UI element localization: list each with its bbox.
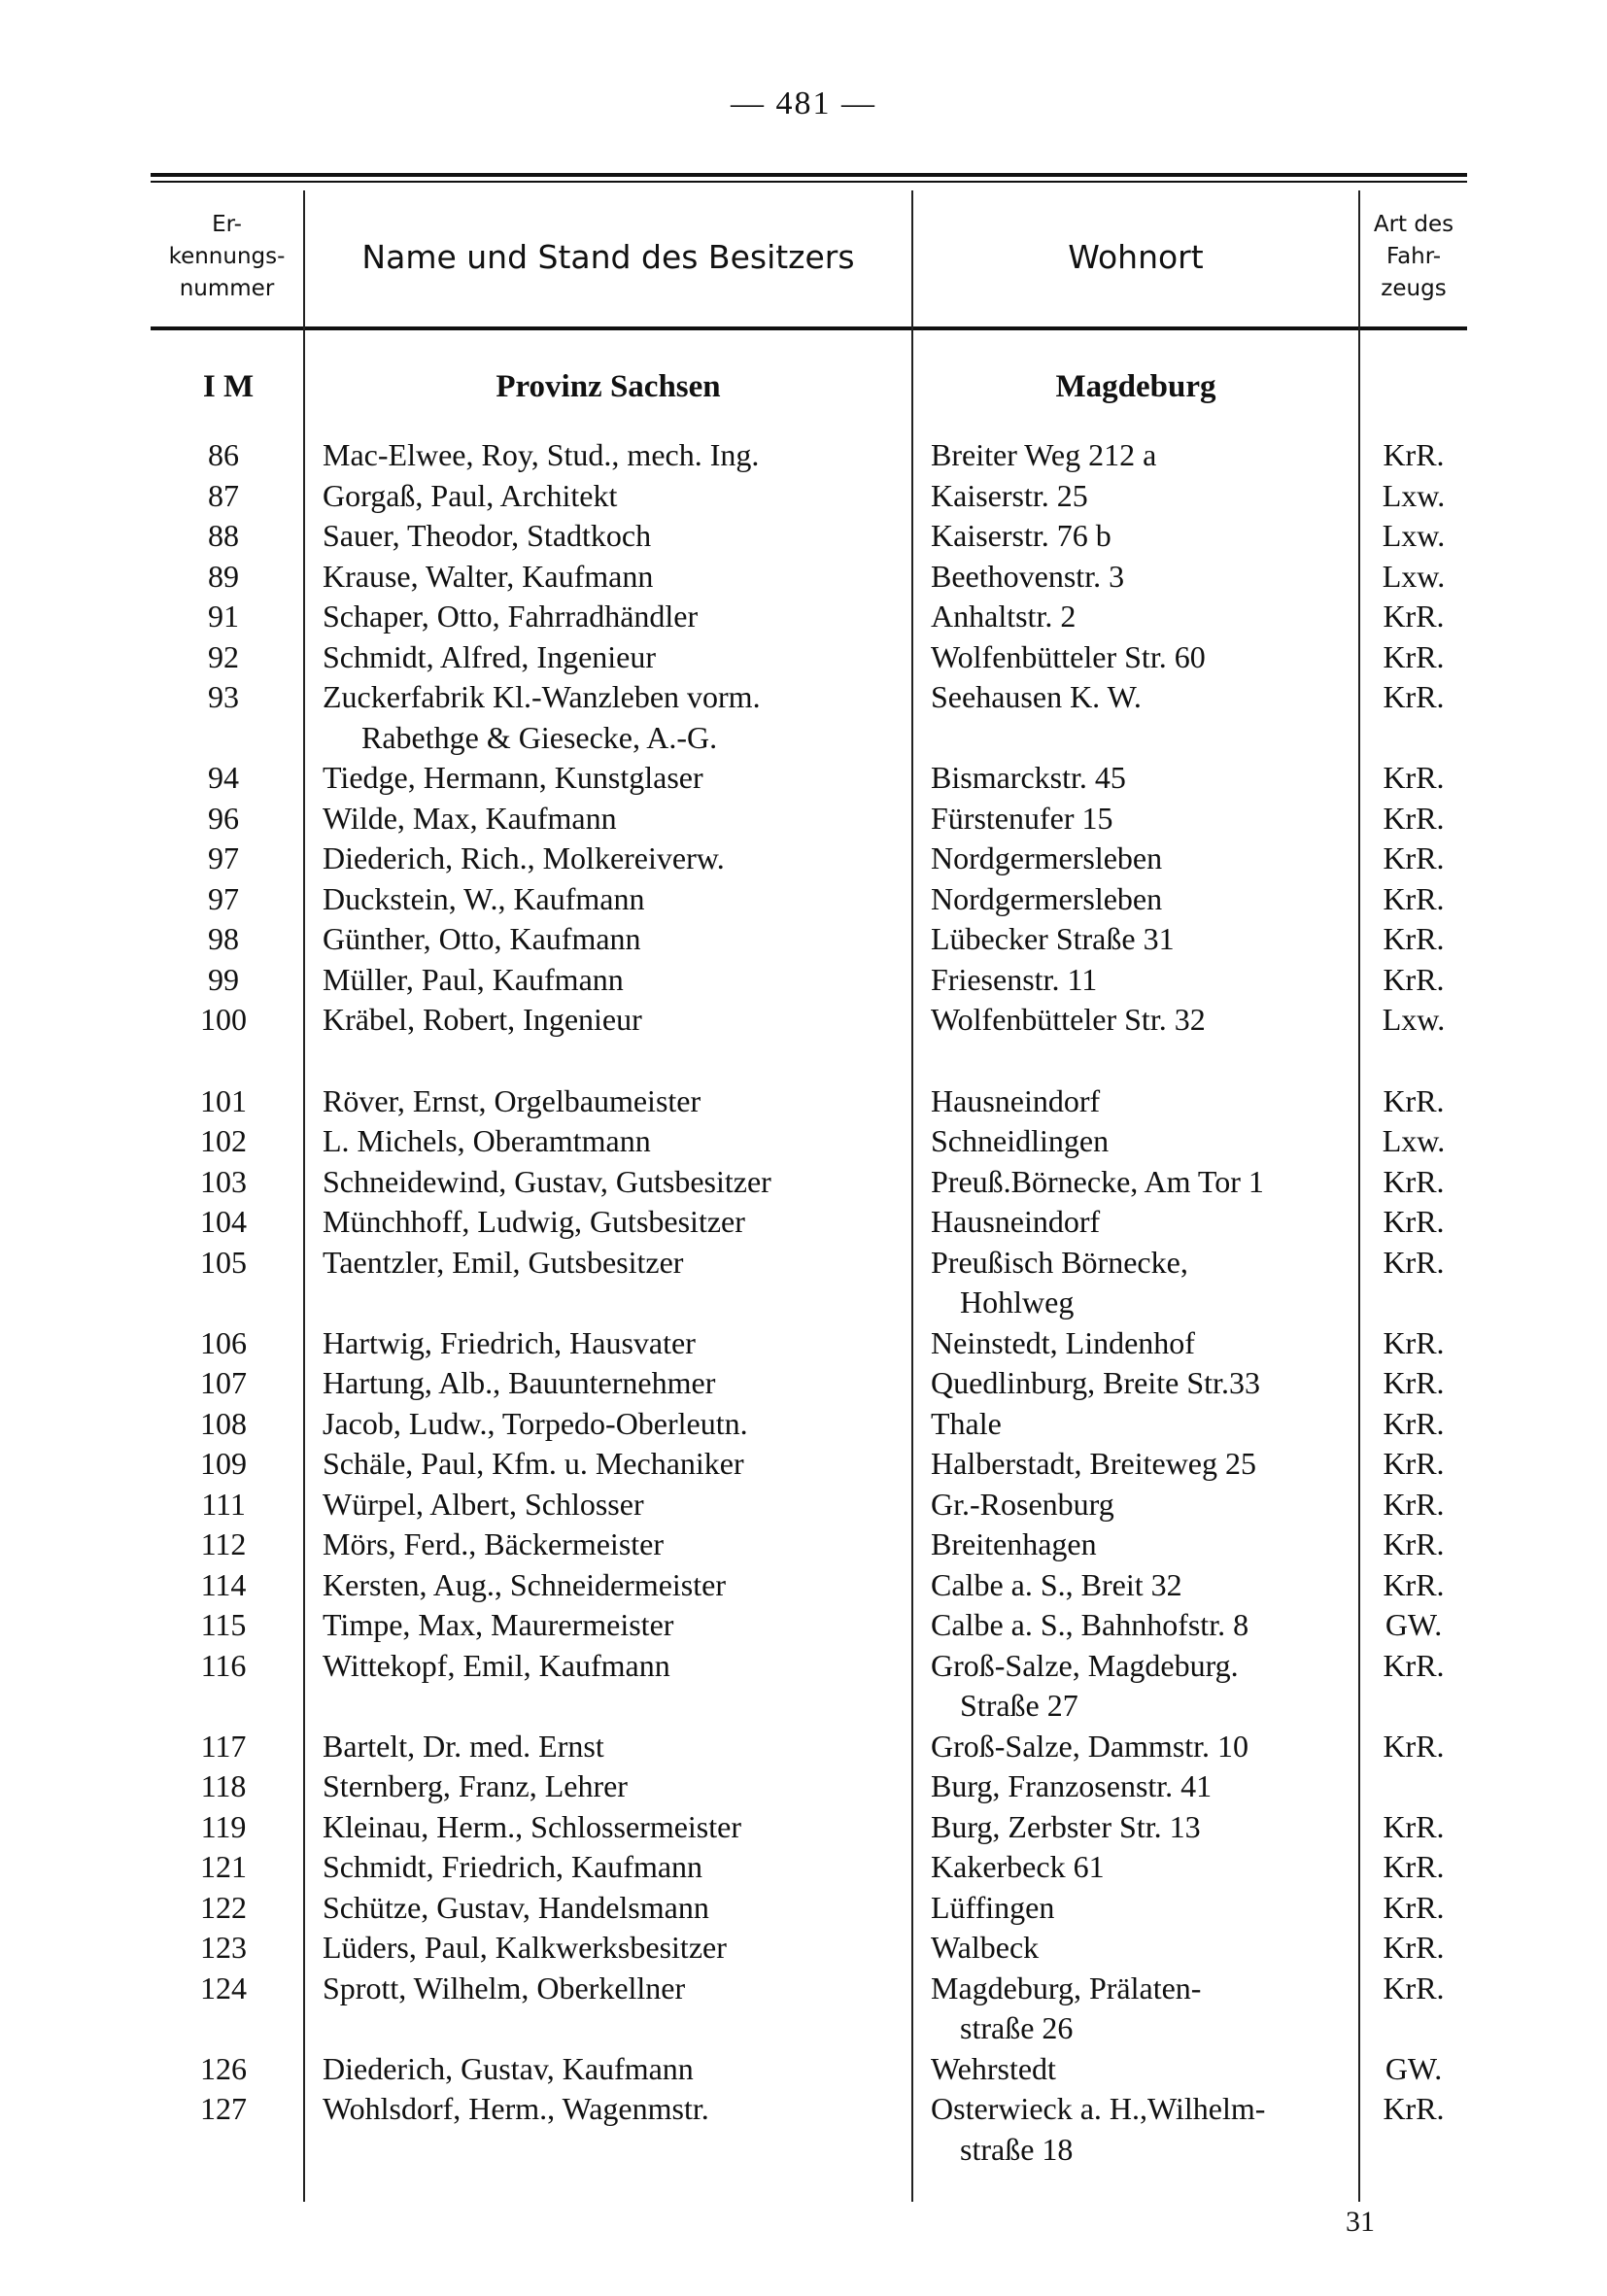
- table-row: [0, 1605, 1607, 1644]
- residence: Beethovenstr. 3: [931, 558, 1125, 594]
- vehicle-type: KrR.: [1383, 1808, 1445, 1844]
- residence: Burg, Franzosenstr. 41: [931, 1768, 1213, 1803]
- owner-name: Günther, Otto, Kaufmann: [323, 921, 641, 956]
- entry-number: 97: [208, 880, 239, 916]
- entry-number: 114: [200, 1566, 247, 1602]
- entry-number: 127: [200, 2091, 247, 2126]
- table-row: [0, 1000, 1607, 1039]
- header-type: Art des Fahr- zeugs: [1373, 211, 1454, 301]
- owner-name: Sauer, Theodor, Stadtkoch: [323, 518, 652, 553]
- vehicle-type: KrR.: [1383, 961, 1445, 997]
- residence: Magdeburg, Prälaten-: [931, 1970, 1202, 2005]
- vehicle-type: KrR.: [1383, 1930, 1445, 1965]
- vehicle-type: KrR.: [1383, 679, 1445, 714]
- vehicle-type: KrR.: [1383, 1486, 1445, 1522]
- owner-name: Würpel, Albert, Schlosser: [323, 1486, 644, 1522]
- residence: Thale: [931, 1405, 1002, 1441]
- entry-number: 89: [208, 558, 239, 594]
- owner-name-continued: Rabethge & Giesecke, A.-G.: [361, 719, 718, 755]
- residence: Friesenstr. 11: [931, 961, 1098, 997]
- table-row: [0, 1202, 1607, 1241]
- vehicle-type: KrR.: [1383, 1728, 1445, 1764]
- entry-number: 94: [208, 760, 239, 795]
- section-province: Provinz Sachsen: [496, 369, 721, 404]
- owner-name: Diederich, Gustav, Kaufmann: [323, 2050, 694, 2086]
- owner-name: Schmidt, Friedrich, Kaufmann: [323, 1849, 703, 1884]
- residence: Bismarckstr. 45: [931, 760, 1126, 795]
- entry-number: 115: [200, 1607, 247, 1642]
- entry-number: 109: [200, 1446, 247, 1481]
- table-row: [0, 435, 1607, 474]
- residence: Halberstadt, Breiteweg 25: [931, 1446, 1256, 1481]
- table-row: [0, 1363, 1607, 1402]
- vehicle-type: KrR.: [1383, 1849, 1445, 1884]
- owner-name: Röver, Ernst, Orgelbaumeister: [323, 1082, 701, 1118]
- residence: Lüffingen: [931, 1889, 1055, 1925]
- vehicle-type: KrR.: [1383, 1970, 1445, 2005]
- table-row: [0, 2089, 1607, 2167]
- vehicle-type: KrR.: [1383, 880, 1445, 916]
- residence: Calbe a. S., Bahnhofstr. 8: [931, 1607, 1249, 1642]
- table-row: [0, 597, 1607, 635]
- residence: Groß-Salze, Magdeburg.: [931, 1647, 1239, 1683]
- owner-name: Schäle, Paul, Kfm. u. Mechaniker: [323, 1446, 744, 1481]
- entry-number: 105: [200, 1244, 247, 1280]
- entry-number: 86: [208, 437, 239, 472]
- table-row: [0, 1485, 1607, 1524]
- vehicle-type: KrR.: [1383, 1082, 1445, 1118]
- owner-name: Sprott, Wilhelm, Oberkellner: [323, 1970, 686, 2005]
- table-row: [0, 1928, 1607, 1967]
- vehicle-type: KrR.: [1383, 1324, 1445, 1360]
- owner-name: Zuckerfabrik Kl.-Wanzleben vorm.: [323, 679, 761, 714]
- residence-continued: Straße 27: [960, 1688, 1078, 1723]
- entry-number: 119: [200, 1808, 247, 1844]
- vehicle-type: KrR.: [1383, 1405, 1445, 1441]
- entry-number: 126: [200, 2050, 247, 2086]
- entry-number: 100: [200, 1002, 247, 1037]
- table-row: [0, 1404, 1607, 1443]
- table-row: [0, 1646, 1607, 1723]
- vehicle-type: KrR.: [1383, 840, 1445, 875]
- entry-number: 124: [200, 1970, 247, 2005]
- owner-name: Müller, Paul, Kaufmann: [323, 961, 624, 997]
- vehicle-type: KrR.: [1383, 599, 1445, 634]
- residence: Quedlinburg, Breite Str.33: [931, 1365, 1260, 1400]
- entry-number: 92: [208, 638, 239, 674]
- vehicle-type: KrR.: [1383, 1889, 1445, 1925]
- table-row: [0, 1969, 1607, 2045]
- residence: Groß-Salze, Dammstr. 10: [931, 1728, 1249, 1764]
- table-row: [0, 1121, 1607, 1160]
- entry-number: 87: [208, 477, 239, 513]
- owner-name: L. Michels, Oberamtmann: [323, 1123, 651, 1158]
- vehicle-type: KrR.: [1383, 1566, 1445, 1602]
- owner-name: Schmidt, Alfred, Ingenieur: [323, 638, 657, 674]
- entry-number: 107: [200, 1365, 247, 1400]
- vehicle-type: KrR.: [1383, 1526, 1445, 1561]
- residence: Hausneindorf: [931, 1082, 1101, 1118]
- residence: Kakerbeck 61: [931, 1849, 1105, 1884]
- owner-name: Schneidewind, Gustav, Gutsbesitzer: [323, 1163, 771, 1199]
- table-row: [0, 1323, 1607, 1362]
- residence: Neinstedt, Lindenhof: [931, 1324, 1195, 1360]
- vehicle-type: KrR.: [1383, 760, 1445, 795]
- residence: Seehausen K. W.: [931, 679, 1142, 714]
- table-row: [0, 919, 1607, 958]
- vehicle-type: KrR.: [1383, 1244, 1445, 1280]
- owner-name: Gorgaß, Paul, Architekt: [323, 477, 618, 513]
- entry-number: 117: [200, 1728, 247, 1764]
- owner-name: Kleinau, Herm., Schlossermeister: [323, 1808, 741, 1844]
- vehicle-type: Lxw.: [1382, 1002, 1446, 1037]
- vehicle-type: KrR.: [1383, 1365, 1445, 1400]
- vehicle-type: GW.: [1385, 1607, 1443, 1642]
- table-row: [0, 476, 1607, 515]
- entry-number: 111: [201, 1486, 246, 1522]
- residence: Nordgermersleben: [931, 880, 1163, 916]
- entry-number: 97: [208, 840, 239, 875]
- vehicle-type: GW.: [1385, 2050, 1443, 2086]
- table-row: [0, 677, 1607, 755]
- vehicle-type: KrR.: [1383, 437, 1445, 472]
- table-row: [0, 637, 1607, 676]
- entry-number: 123: [200, 1930, 247, 1965]
- residence: Nordgermersleben: [931, 840, 1163, 875]
- table-row: [0, 1444, 1607, 1483]
- owner-name: Kräbel, Robert, Ingenieur: [323, 1002, 642, 1037]
- residence: Walbeck: [931, 1930, 1040, 1965]
- owner-name: Münchhoff, Ludwig, Gutsbesitzer: [323, 1204, 745, 1239]
- entry-number: 102: [200, 1123, 247, 1158]
- residence: Anhaltstr. 2: [931, 599, 1077, 634]
- owner-name: Krause, Walter, Kaufmann: [323, 558, 654, 594]
- table-row: [0, 1243, 1607, 1319]
- residence: Schneidlingen: [931, 1123, 1110, 1158]
- owner-name: Wohlsdorf, Herm., Wagenmstr.: [323, 2091, 709, 2126]
- residence: Gr.-Rosenburg: [931, 1486, 1114, 1522]
- residence: Breitenhagen: [931, 1526, 1097, 1561]
- vehicle-type: Lxw.: [1382, 558, 1446, 594]
- vehicle-type: KrR.: [1383, 800, 1445, 836]
- vehicle-type: Lxw.: [1382, 518, 1446, 553]
- table-row: [0, 1807, 1607, 1846]
- vehicle-type: Lxw.: [1382, 477, 1446, 513]
- table-row: [0, 1888, 1607, 1927]
- residence: Wolfenbütteler Str. 60: [931, 638, 1206, 674]
- entry-number: 88: [208, 518, 239, 553]
- residence-continued: straße 26: [960, 2010, 1074, 2045]
- vehicle-type: KrR.: [1383, 1446, 1445, 1481]
- vehicle-type: Lxw.: [1382, 1123, 1446, 1158]
- owner-name: Hartung, Alb., Bauunternehmer: [323, 1365, 716, 1400]
- residence: Calbe a. S., Breit 32: [931, 1566, 1182, 1602]
- residence: Kaiserstr. 25: [931, 477, 1088, 513]
- header-number: Er- kennungs- nummer: [168, 211, 286, 301]
- section-code: I M: [202, 369, 255, 404]
- owner-name: Wilde, Max, Kaufmann: [323, 800, 617, 836]
- entry-number: 101: [200, 1082, 247, 1118]
- residence: Burg, Zerbster Str. 13: [931, 1808, 1201, 1844]
- entry-number: 122: [200, 1889, 247, 1925]
- table-row: [0, 1162, 1607, 1201]
- vehicle-type: KrR.: [1383, 1647, 1445, 1683]
- residence: Preußisch Börnecke,: [931, 1244, 1188, 1280]
- section-district: Magdeburg: [1055, 369, 1216, 404]
- table-row: [0, 1525, 1607, 1563]
- residence: Hausneindorf: [931, 1204, 1101, 1239]
- owner-name: Kersten, Aug., Schneidermeister: [323, 1566, 726, 1602]
- owner-name: Taentzler, Emil, Gutsbesitzer: [323, 1244, 684, 1280]
- entry-number: 104: [200, 1204, 247, 1239]
- residence-continued: Hohlweg: [960, 1285, 1075, 1319]
- residence: Preuß.Börnecke, Am Tor 1: [931, 1163, 1264, 1199]
- table-row: [0, 960, 1607, 999]
- table-row: [0, 879, 1607, 918]
- owner-name: Schütze, Gustav, Handelsmann: [323, 1889, 709, 1925]
- owner-name: Diederich, Rich., Molkereiverw.: [323, 840, 725, 875]
- table-row: [0, 758, 1607, 797]
- owner-name: Hartwig, Friedrich, Hausvater: [323, 1324, 696, 1360]
- owner-name: Tiedge, Hermann, Kunstglaser: [323, 760, 703, 795]
- owner-name: Timpe, Max, Maurermeister: [323, 1607, 674, 1642]
- residence: Breiter Weg 212 a: [931, 437, 1157, 472]
- vehicle-type: KrR.: [1383, 1163, 1445, 1199]
- vehicle-type: KrR.: [1383, 638, 1445, 674]
- table-row: [0, 1847, 1607, 1886]
- table-row: [0, 557, 1607, 596]
- vehicle-type: KrR.: [1383, 921, 1445, 956]
- owner-name: Duckstein, W., Kaufmann: [323, 880, 645, 916]
- residence: Lübecker Straße 31: [931, 921, 1175, 956]
- residence-continued: straße 18: [960, 2131, 1074, 2167]
- page-number: — 481 —: [731, 86, 876, 121]
- entry-number: 112: [200, 1526, 247, 1561]
- owner-name: Schaper, Otto, Fahrradhändler: [323, 599, 699, 634]
- owner-name: Mac-Elwee, Roy, Stud., mech. Ing.: [323, 437, 760, 472]
- entry-number: 108: [200, 1405, 247, 1441]
- table-row: [0, 1565, 1607, 1604]
- vehicle-type: KrR.: [1383, 1204, 1445, 1239]
- entry-number: 106: [200, 1324, 247, 1360]
- entry-number: 93: [208, 679, 239, 714]
- table-row: [0, 1081, 1607, 1120]
- residence: Fürstenufer 15: [931, 800, 1113, 836]
- owner-name: Mörs, Ferd., Bäckermeister: [323, 1526, 665, 1561]
- residence: Wolfenbütteler Str. 32: [931, 1002, 1206, 1037]
- table-row: [0, 2049, 1607, 2088]
- entry-number: 121: [200, 1849, 247, 1884]
- owner-name: Lüders, Paul, Kalkwerksbesitzer: [323, 1930, 727, 1965]
- owner-name: Jacob, Ludw., Torpedo-Oberleutn.: [323, 1405, 748, 1441]
- entry-number: 96: [208, 800, 239, 836]
- table-row: [0, 799, 1607, 838]
- owner-name: Bartelt, Dr. med. Ernst: [323, 1728, 604, 1764]
- table-row: [0, 1727, 1607, 1765]
- owner-name: Sternberg, Franz, Lehrer: [323, 1768, 628, 1803]
- residence: Wehrstedt: [931, 2050, 1056, 2086]
- entry-number: 116: [200, 1647, 247, 1683]
- header-place: Wohnort: [1068, 237, 1204, 276]
- table-row: [0, 839, 1607, 877]
- entry-number: 91: [208, 599, 239, 634]
- residence: Kaiserstr. 76 b: [931, 518, 1111, 553]
- entry-number: 103: [200, 1163, 247, 1199]
- table-row: [0, 516, 1607, 555]
- residence: Osterwieck a. H.,Wilhelm-: [931, 2091, 1266, 2126]
- entry-number: 99: [208, 961, 239, 997]
- vehicle-type: KrR.: [1383, 2091, 1445, 2126]
- entry-number: 118: [200, 1768, 247, 1803]
- footer-mark: 31: [1346, 2206, 1375, 2238]
- owner-name: Wittekopf, Emil, Kaufmann: [323, 1647, 670, 1683]
- header-owner: Name und Stand des Besitzers: [361, 237, 855, 276]
- entry-number: 98: [208, 921, 239, 956]
- table-row: [0, 1766, 1607, 1805]
